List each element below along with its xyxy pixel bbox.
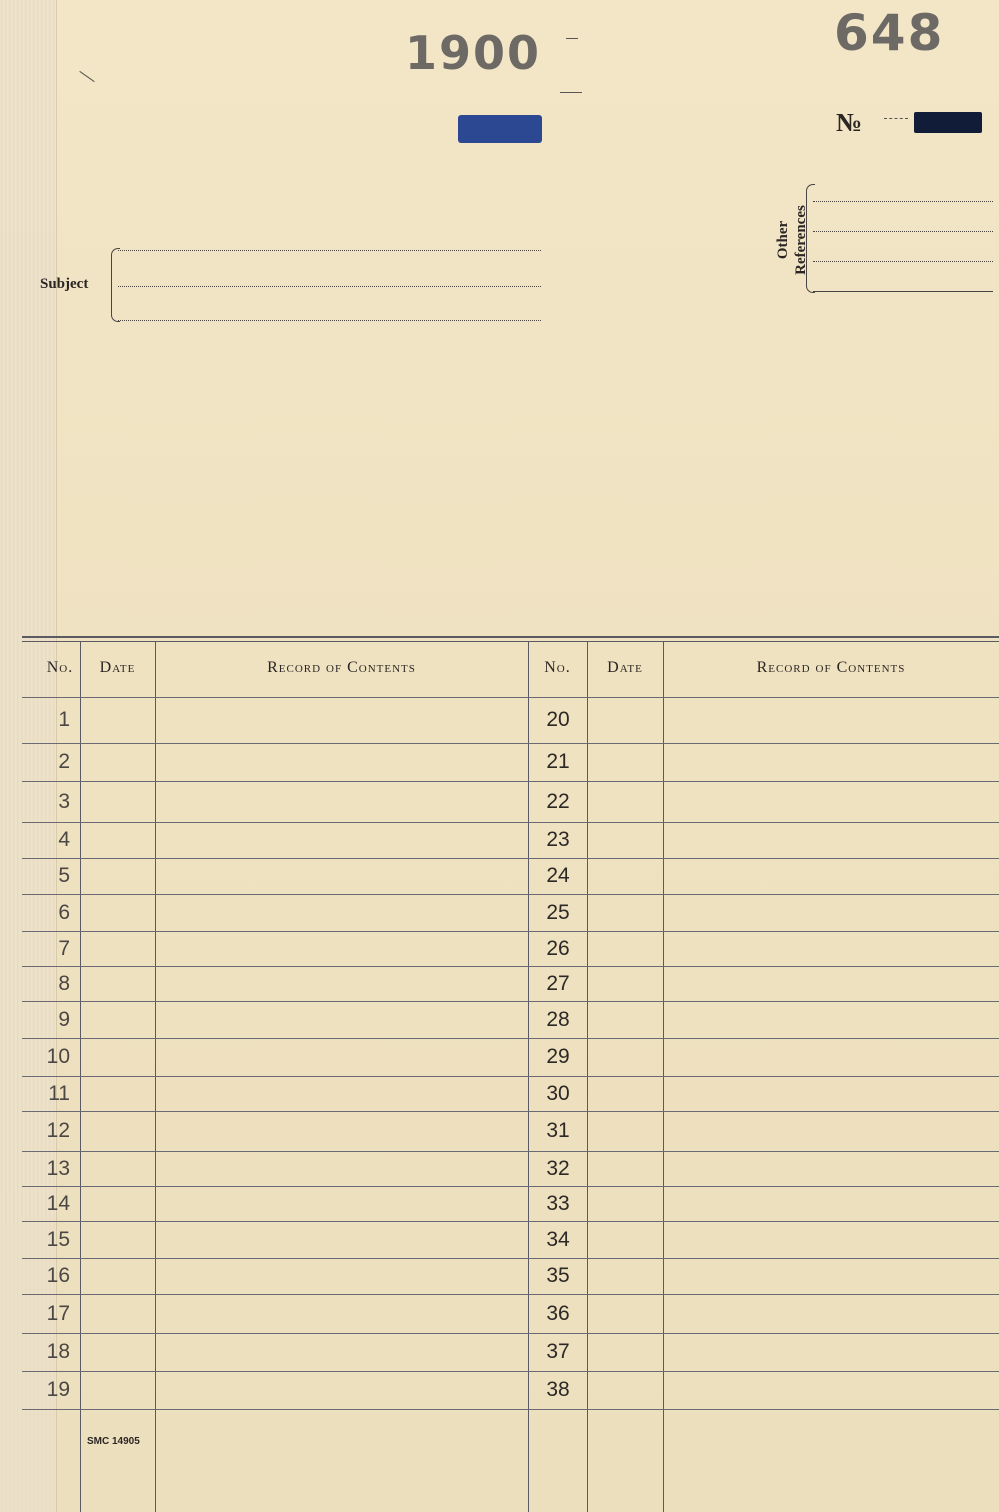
row-number-right: 20 <box>546 708 570 731</box>
row-number-left: 19 <box>46 1378 70 1401</box>
other-references-line-3 <box>813 261 993 262</box>
row-number-right: 24 <box>546 864 570 887</box>
column-divider <box>587 642 588 1512</box>
row-number-left: 18 <box>46 1340 70 1363</box>
row-rule <box>22 1409 999 1410</box>
row-number-left: 6 <box>58 901 70 924</box>
column-divider <box>80 642 81 1512</box>
pencil-mark <box>79 71 94 82</box>
number-label: № <box>836 108 863 137</box>
column-header-date-left: Date <box>99 659 136 676</box>
row-rule <box>22 743 999 744</box>
subject-line-1 <box>118 250 541 251</box>
row-number-left: 10 <box>46 1045 70 1068</box>
form-code: SMC 14905 <box>87 1436 140 1447</box>
row-rule <box>22 1151 999 1152</box>
row-rule <box>22 1221 999 1222</box>
subject-brace <box>111 248 120 322</box>
table-top-rule-inner <box>22 641 999 642</box>
row-rule <box>22 822 999 823</box>
row-number-left: 7 <box>58 937 70 960</box>
row-number-left: 11 <box>48 1082 70 1105</box>
column-header-no-left: No. <box>46 659 74 676</box>
row-number-right: 30 <box>546 1082 570 1105</box>
subject-label: Subject <box>40 276 89 292</box>
row-rule <box>22 894 999 895</box>
row-rule <box>22 1111 999 1112</box>
pencil-mark <box>560 92 582 93</box>
row-rule <box>22 1333 999 1334</box>
column-header-record-left: Record of Contents <box>267 659 416 676</box>
column-header-no-right: No. <box>544 659 571 676</box>
row-number-left: 5 <box>58 864 70 887</box>
row-number-left: 15 <box>46 1228 70 1251</box>
column-header-record-right: Record of Contents <box>756 659 906 676</box>
row-number-right: 27 <box>546 972 570 995</box>
row-number-right: 21 <box>546 750 570 773</box>
year-stamp: 1900 <box>405 26 542 80</box>
row-rule <box>22 1258 999 1259</box>
row-number-right: 38 <box>546 1378 570 1401</box>
column-divider <box>663 642 664 1512</box>
other-references-label: Other References <box>775 205 809 275</box>
row-number-left: 12 <box>46 1119 70 1142</box>
row-rule <box>22 858 999 859</box>
row-number-left: 9 <box>58 1008 70 1031</box>
row-rule <box>22 1038 999 1039</box>
row-rule <box>22 781 999 782</box>
row-number-right: 35 <box>546 1264 570 1287</box>
row-number-right: 22 <box>546 790 570 813</box>
redaction-mark-year <box>458 115 542 143</box>
row-number-left: 16 <box>46 1264 70 1287</box>
row-number-right: 31 <box>546 1119 570 1142</box>
row-number-right: 33 <box>546 1192 570 1215</box>
row-rule <box>22 1371 999 1372</box>
row-number-right: 28 <box>546 1008 570 1031</box>
other-references-line-4 <box>813 291 993 292</box>
row-number-left: 13 <box>46 1157 70 1180</box>
row-number-left: 17 <box>46 1302 70 1325</box>
row-number-left: 1 <box>58 708 70 731</box>
row-rule <box>22 1076 999 1077</box>
other-references-line-1 <box>813 201 993 202</box>
row-number-left: 8 <box>58 972 70 995</box>
row-number-left: 3 <box>58 790 70 813</box>
row-number-left: 2 <box>58 750 70 773</box>
redaction-mark-number <box>914 112 982 133</box>
row-number-right: 23 <box>546 828 570 851</box>
row-rule <box>22 931 999 932</box>
column-divider <box>155 642 156 1512</box>
row-rule <box>22 1294 999 1295</box>
row-number-left: 14 <box>46 1192 70 1215</box>
row-number-right: 32 <box>546 1157 570 1180</box>
pencil-mark <box>566 38 578 39</box>
row-rule <box>22 1186 999 1187</box>
row-rule <box>22 1001 999 1002</box>
row-number-right: 36 <box>546 1302 570 1325</box>
row-number-left: 4 <box>58 828 70 851</box>
row-number-right: 25 <box>546 901 570 924</box>
other-references-line-2 <box>813 231 993 232</box>
subject-line-2 <box>118 286 541 287</box>
pencil-mark <box>884 118 908 119</box>
row-rule <box>22 966 999 967</box>
row-rule <box>22 697 999 698</box>
row-number-right: 34 <box>546 1228 570 1251</box>
column-header-date-right: Date <box>607 659 643 676</box>
row-number-right: 29 <box>546 1045 570 1068</box>
table-top-rule <box>22 636 999 638</box>
subject-line-3 <box>118 320 541 321</box>
row-number-right: 26 <box>546 937 570 960</box>
row-number-right: 37 <box>546 1340 570 1363</box>
file-number-stamp: 648 <box>834 4 945 62</box>
